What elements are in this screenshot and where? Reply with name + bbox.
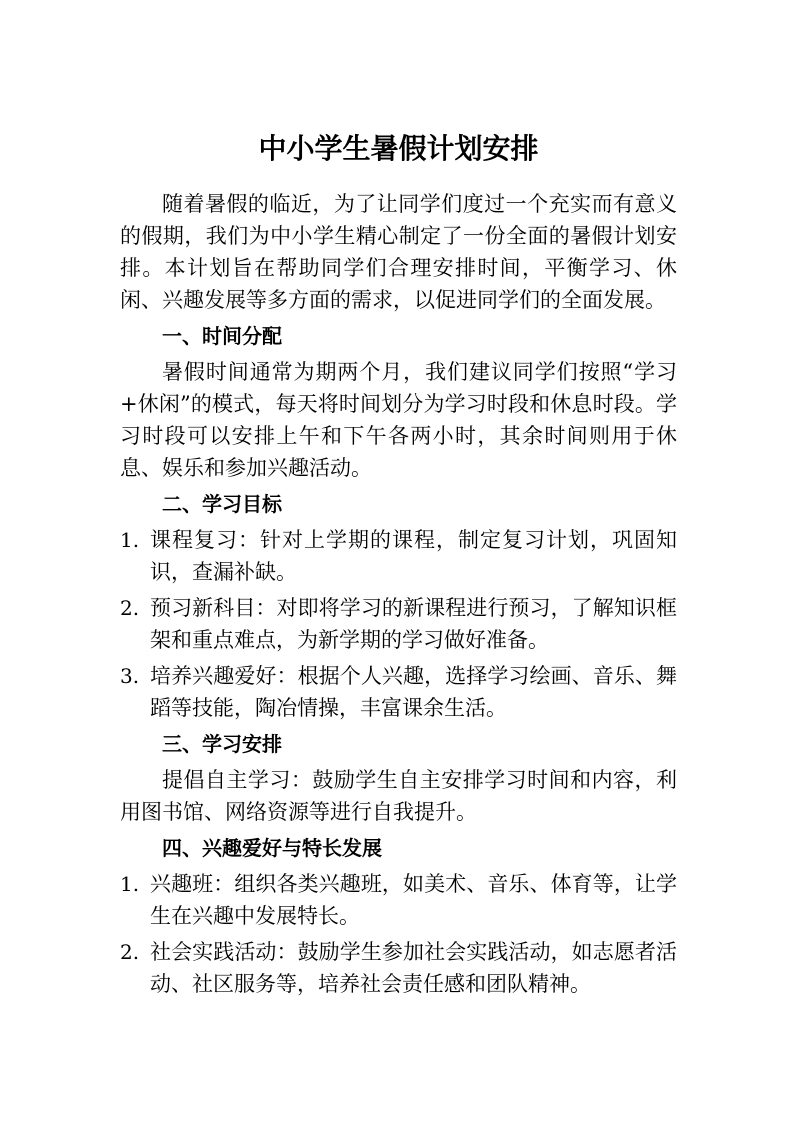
list-item-text: 兴趣班：组织各类兴趣班，如美术、音乐、体育等，让学生在兴趣中发展特长。 xyxy=(150,872,677,928)
intro-paragraph: 随着暑假的临近，为了让同学们度过一个充实而有意义的假期，我们为中小学生精心制定了一份全面的暑假计划安排。本计划旨在帮助同学们合理安排时间，平衡学习、休闲、兴趣发展等多方面的需求，以促进同学们的全面发展。 xyxy=(120,192,677,312)
list-item xyxy=(120,592,677,656)
list-item-number: 3. xyxy=(120,664,140,688)
list-item-number: 1. xyxy=(120,528,140,552)
document-page xyxy=(120,128,677,1004)
document-title: 中小学生暑假计划安排 xyxy=(258,132,539,165)
interests-list xyxy=(120,868,677,1000)
list-item-text: 培养兴趣爱好：根据个人兴趣，选择学习绘画、音乐、舞蹈等技能，陶冶情操，丰富课余生活。 xyxy=(150,664,677,720)
section-heading-interests: 四、兴趣爱好与特长发展 xyxy=(162,836,382,860)
study-goals-list xyxy=(120,524,677,724)
list-item xyxy=(120,868,677,932)
section-heading-study-arrangement: 三、学习安排 xyxy=(162,732,282,756)
list-item xyxy=(120,660,677,724)
list-item xyxy=(120,936,677,1000)
time-allocation-paragraph: 暑假时间通常为期两个月，我们建议同学们按照“学习+休闲”的模式，每天将时间划分为学习时段和休息时段。学习时段可以安排上午和下午各两小时，其余时间则用于休息、娱乐和参加兴趣活动。 xyxy=(120,360,677,480)
section-heading-time-allocation: 一、时间分配 xyxy=(162,324,282,348)
list-item-text: 课程复习：针对上学期的课程，制定复习计划，巩固知识，查漏补缺。 xyxy=(150,528,677,584)
section-heading-study-goals: 二、学习目标 xyxy=(162,492,282,516)
list-item-number: 2. xyxy=(120,596,140,620)
list-item xyxy=(120,524,677,588)
list-item-number: 1. xyxy=(120,872,140,896)
list-item-number: 2. xyxy=(120,940,140,964)
study-arrangement-paragraph: 提倡自主学习：鼓励学生自主安排学习时间和内容，利用图书馆、网络资源等进行自我提升。 xyxy=(120,768,677,824)
list-item-text: 社会实践活动：鼓励学生参加社会实践活动，如志愿者活动、社区服务等，培养社会责任感和团队精神。 xyxy=(150,940,677,996)
list-item-text: 预习新科目：对即将学习的新课程进行预习，了解知识框架和重点难点，为新学期的学习做好准备。 xyxy=(150,596,677,652)
